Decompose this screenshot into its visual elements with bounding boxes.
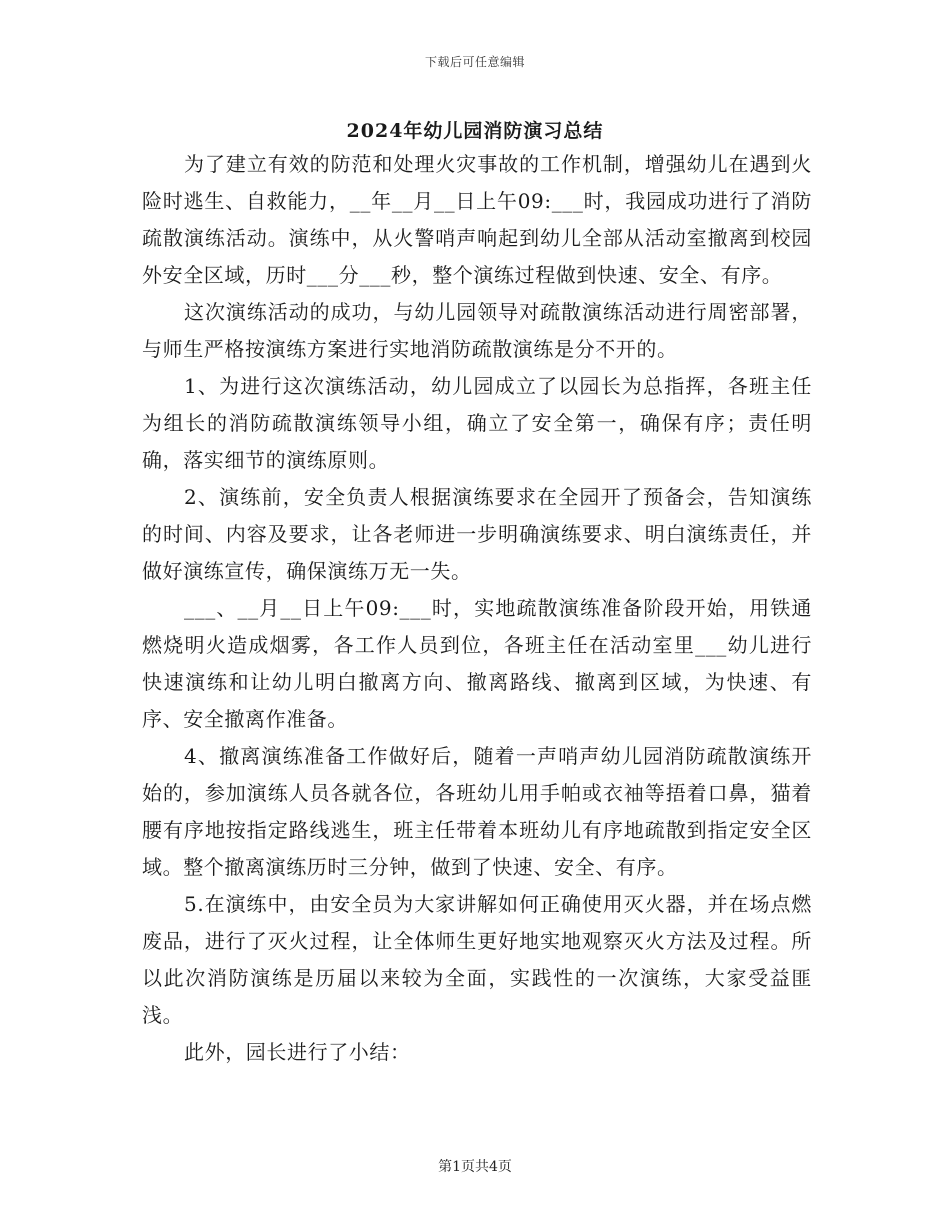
paragraph-success: 这次演练活动的成功，与幼儿园领导对疏散演练活动进行周密部署，与师生严格按演练方案进行实地消防疏散演练是分不开的。: [142, 300, 812, 361]
paragraph-item-1: 1、为进行这次演练活动，幼儿园成立了以园长为总指挥，各班主任为组长的消防疏散演练领导小组，确立了安全第一，确保有序；责任明确，落实细节的演练原则。: [142, 374, 812, 472]
paragraph-intro: 为了建立有效的防范和处理火灾事故的工作机制，增强幼儿在遇到火险时逃生、自救能力，__年__月__日上午09:___时，我园成功进行了消防疏散演练活动。演练中，从火警哨声响起到幼儿全部从活动室撤离到校园外安全区域，历时___分___秒，整个演练过程做到快速、安全、有序。: [142, 152, 812, 287]
paragraph-item-4: 4、撤离演练准备工作做好后，随着一声哨声幼儿园消防疏散演练开始的，参加演练人员各就各位，各班幼儿用手帕或衣袖等捂着口鼻，猫着腰有序地按指定路线逃生，班主任带着本班幼儿有序地疏散到指定安全区域。整个撤离演练历时三分钟，做到了快速、安全、有序。: [142, 744, 812, 879]
paragraph-item-5: 5.在演练中，由安全员为大家讲解如何正确使用灭火器，并在场点燃废品，进行了灭火过程，让全体师生更好地实地观察灭火方法及过程。所以此次消防演练是历届以来较为全面，实践性的一次演练，大家受益匪浅。: [142, 892, 812, 1027]
header-note: 下载后可任意编辑: [424, 55, 525, 69]
page-number: 第1页共4页: [438, 1159, 512, 1175]
paragraph-item-3: ___、__月__日上午09:___时，实地疏散演练准备阶段开始，用铁通燃烧明火造成烟雾，各工作人员到位，各班主任在活动室里___幼儿进行快速演练和让幼儿明白撤离方向、撤离路线、撤离到区域，为快速、有序、安全撤离作准备。: [142, 596, 812, 731]
paragraph-item-2: 2、演练前，安全负责人根据演练要求在全园开了预备会，告知演练的时间、内容及要求，让各老师进一步明确演练要求、明白演练责任，并做好演练宣传，确保演练万无一失。: [142, 485, 812, 583]
paragraph-summary: 此外，园长进行了小结：: [184, 1040, 411, 1064]
document-body: [142, 146, 812, 1071]
document-title: 2024年幼儿园消防演习总结: [346, 120, 604, 142]
